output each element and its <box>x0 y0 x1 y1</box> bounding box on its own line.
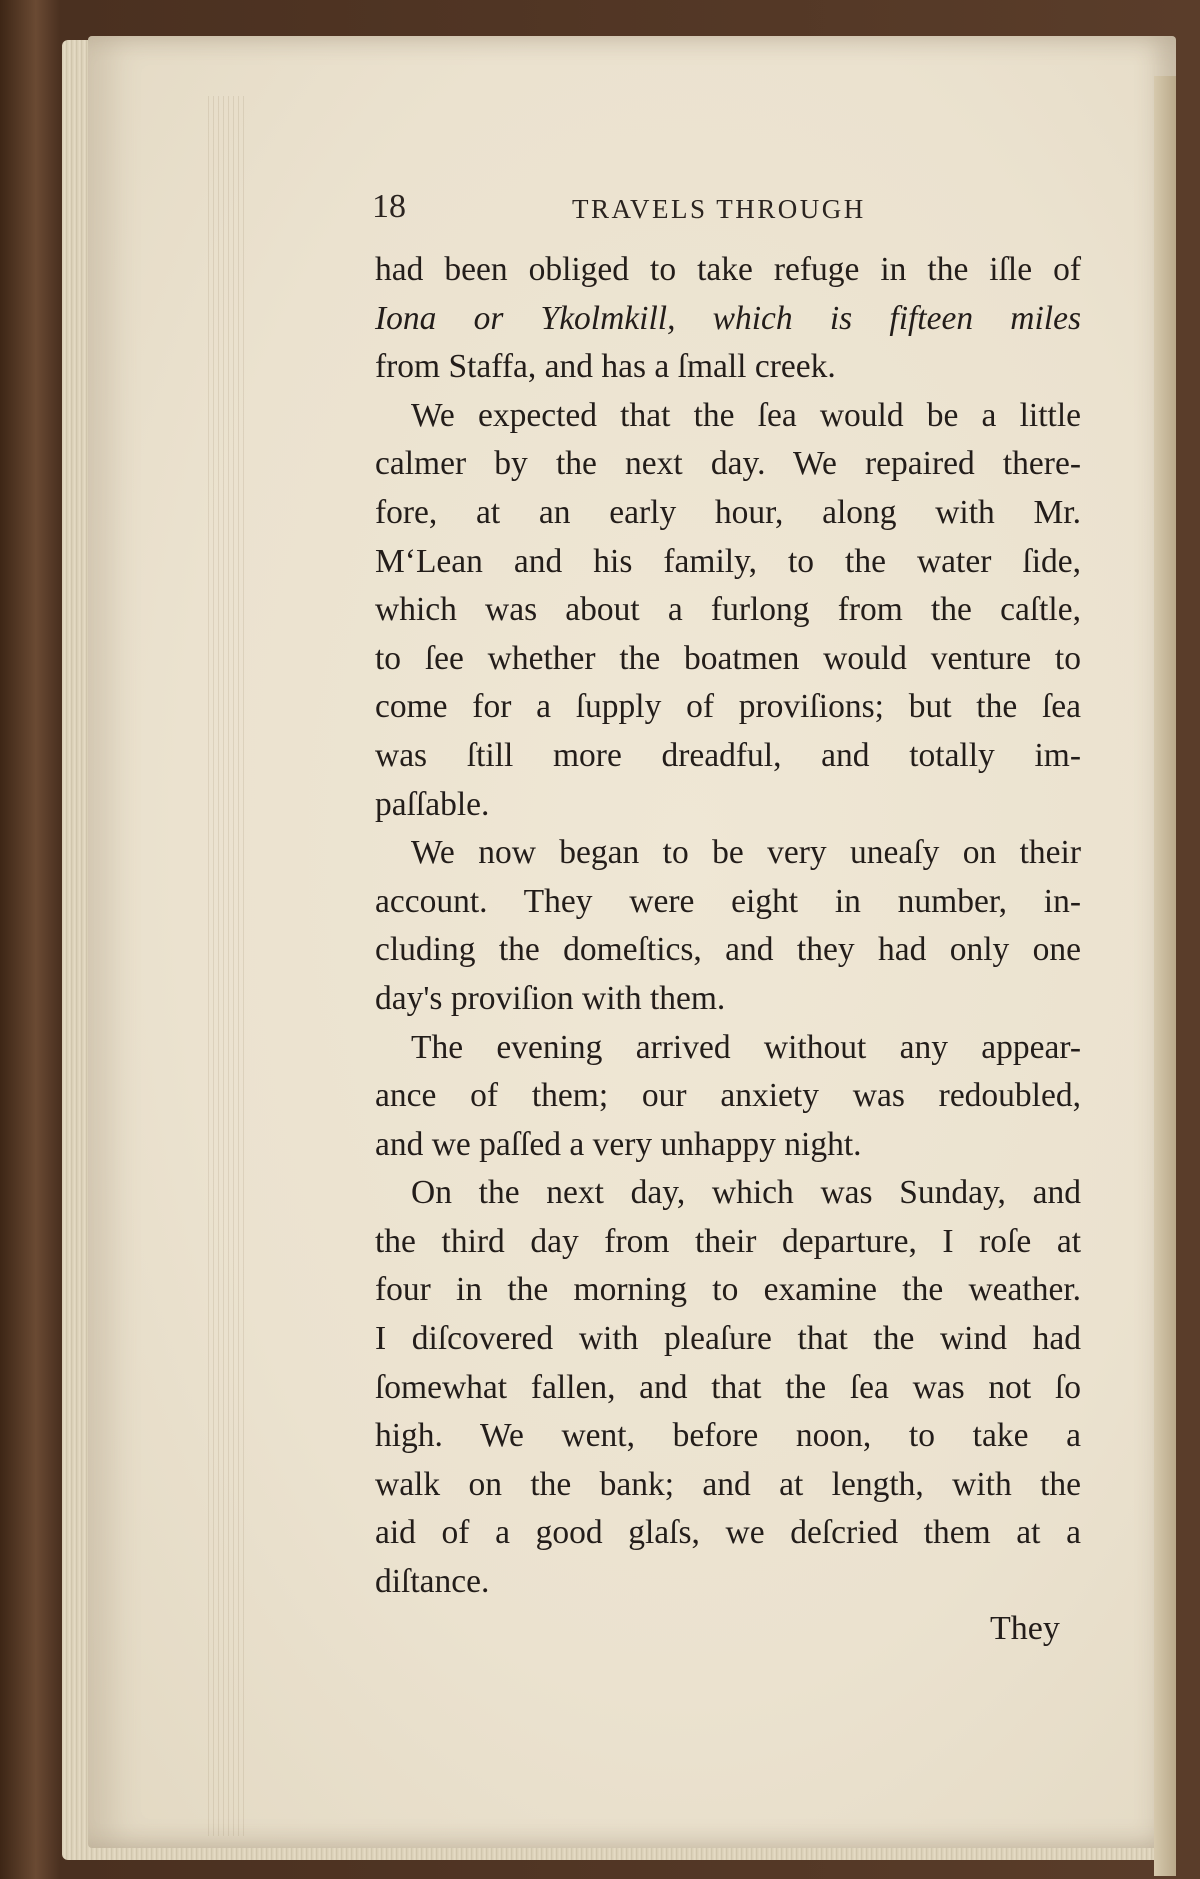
text-line: and we paſſed a very unhappy night. <box>375 1125 862 1163</box>
text-line: ance of them; our anxiety was redoubled, <box>375 1077 1081 1115</box>
text-line: The evening arrived without any appear- <box>411 1028 1081 1066</box>
text-line: M‘Lean and his family, to the water ſide, <box>375 542 1081 580</box>
text-line: which was about a furlong from the caſtle, <box>375 591 1081 629</box>
text-line: aid of a good glaſs, we deſcried them at a <box>375 1514 1081 1552</box>
text-line: to ſee whether the boatmen would venture to <box>375 639 1081 677</box>
text-line: had been obliged to take refuge in the iſle of <box>375 251 1081 288</box>
page-number: 18 <box>372 188 406 225</box>
text-line: was ſtill more dreadful, and totally im- <box>375 736 1081 774</box>
text-line: paſſable. <box>375 785 490 823</box>
text-line: come for a ſupply of proviſions; but the ſea <box>375 688 1081 726</box>
text-line: diſtance. <box>375 1563 490 1601</box>
text-line: Iona or Ykolmkill, which is fifteen miles <box>375 299 1081 337</box>
page-edge <box>1154 76 1176 1876</box>
catchword: They <box>990 1610 1060 1647</box>
text-line: ſomewhat fallen, and that the ſea was not ſo <box>375 1368 1081 1406</box>
text-line: On the next day, which was Sunday, and <box>411 1174 1081 1212</box>
text-line: four in the morning to examine the weather. <box>375 1271 1081 1309</box>
text-line: account. They were eight in number, in- <box>375 882 1081 920</box>
body-text <box>375 246 1081 1607</box>
running-head <box>372 188 1092 236</box>
text-line: fore, at an early hour, along with Mr. <box>375 493 1081 531</box>
running-title: TRAVELS THROUGH <box>572 194 866 224</box>
text-line: We now began to be very uneaſy on their <box>411 834 1081 872</box>
text-line: day's proviſion with them. <box>375 979 726 1017</box>
text-line: from Staffa, and has a ſmall creek. <box>375 348 836 386</box>
text-line: We expected that the ſea would be a little <box>411 396 1081 434</box>
text-line: I diſcovered with pleaſure that the wind had <box>375 1320 1081 1358</box>
text-line: calmer by the next day. We repaired there- <box>375 445 1081 483</box>
gutter-shadow <box>208 96 244 1836</box>
text-line: walk on the bank; and at length, with the <box>375 1465 1081 1503</box>
text-line: high. We went, before noon, to take a <box>375 1417 1081 1455</box>
text-line: the third day from their departure, I roſe at <box>375 1222 1081 1260</box>
text-line: cluding the domeſtics, and they had only one <box>375 931 1081 969</box>
